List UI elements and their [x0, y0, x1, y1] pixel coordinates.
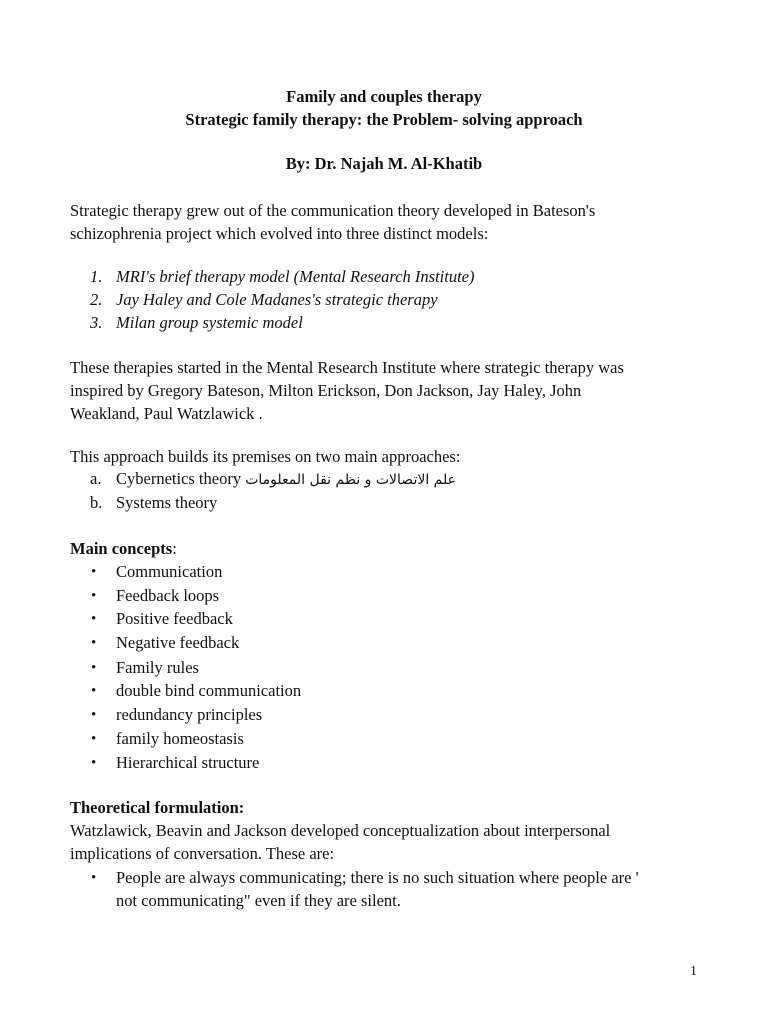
approaches-lead: This approach builds its premises on two main approaches:: [70, 447, 461, 466]
list-item: [0, 491, 768, 515]
list-item-text: Feedback loops: [116, 586, 220, 605]
origins-line: These therapies started in the Mental Research Institute where strategic therapy was: [70, 358, 624, 377]
list-item-text: Family rules: [116, 658, 199, 677]
list-item-text: Hierarchical structure: [116, 753, 260, 772]
list-item: [0, 311, 768, 335]
list-item-text: Communication: [116, 562, 223, 581]
bullet-icon: •: [91, 611, 97, 627]
list-item: [0, 631, 768, 655]
list-item: [0, 265, 768, 289]
list-letter: a.: [90, 469, 102, 488]
bullet-icon: •: [91, 683, 97, 699]
list-item-text: family homeostasis: [116, 729, 244, 748]
list-item-text: [116, 467, 456, 492]
page-number: 1: [690, 964, 697, 979]
theoretical-line: implications of conversation. These are:: [70, 844, 335, 863]
main-concepts-heading: Main concepts:: [70, 539, 177, 558]
bullet-icon: •: [91, 660, 97, 676]
list-item-continuation: [0, 889, 768, 913]
list-number: 3.: [90, 313, 103, 332]
list-item-text: Negative feedback: [116, 633, 240, 652]
theoretical-heading: Theoretical formulation:: [70, 798, 245, 817]
arabic-translation: علم الاتصالات و نظم نقل المعلومات: [245, 472, 456, 488]
origins-line: Weakland, Paul Watzlawick .: [70, 404, 263, 423]
list-item: [0, 703, 768, 727]
list-item: [0, 288, 768, 312]
list-item: [0, 679, 768, 703]
document-title: Family and couples therapy: [286, 87, 482, 106]
list-item: [0, 727, 768, 751]
bullet-icon: •: [91, 707, 97, 723]
list-item-text: People are always communicating; there is no such situation where people are ': [116, 868, 639, 887]
bullet-icon: •: [91, 755, 97, 771]
list-item-text: Systems theory: [116, 493, 218, 512]
bullet-icon: •: [91, 564, 97, 580]
theoretical-paragraph: [70, 819, 610, 865]
document-author: By: Dr. Najah M. Al-Khatib: [285, 154, 483, 173]
list-item-text: not communicating" even if they are silent.: [116, 891, 401, 910]
cybernetics-label: Cybernetics theory: [116, 469, 242, 488]
bullet-icon: •: [91, 588, 97, 604]
origins-line: inspired by Gregory Bateson, Milton Erickson, Don Jackson, Jay Haley, John: [70, 381, 582, 400]
list-item: [0, 584, 768, 608]
list-item-text: Milan group systemic model: [116, 313, 303, 332]
list-number: 1.: [90, 267, 103, 286]
list-item-text: Jay Haley and Cole Madanes's strategic therapy: [116, 290, 438, 309]
list-item: [0, 467, 768, 491]
list-item-text: redundancy principles: [116, 705, 263, 724]
list-item: [0, 607, 768, 631]
bullet-icon: •: [91, 731, 97, 747]
document-subtitle: Strategic family therapy: the Problem- solving approach: [185, 110, 583, 129]
list-item: [0, 751, 768, 775]
bullet-icon: •: [91, 870, 97, 886]
intro-paragraph: [70, 199, 595, 245]
origins-paragraph: [70, 356, 624, 425]
list-item-text: double bind communication: [116, 681, 302, 700]
list-item: [0, 560, 768, 584]
list-item: [0, 866, 768, 890]
bullet-icon: •: [91, 635, 97, 651]
list-item-text: MRI's brief therapy model (Mental Research Institute): [116, 267, 475, 286]
intro-line: schizophrenia project which evolved into three distinct models:: [70, 224, 489, 243]
list-item: [0, 656, 768, 680]
list-item-text: Positive feedback: [116, 609, 233, 628]
intro-line: Strategic therapy grew out of the communication theory developed in Bateson's: [70, 201, 596, 220]
list-letter: b.: [90, 493, 103, 512]
theoretical-line: Watzlawick, Beavin and Jackson developed conceptualization about interpersonal: [70, 821, 611, 840]
list-number: 2.: [90, 290, 103, 309]
